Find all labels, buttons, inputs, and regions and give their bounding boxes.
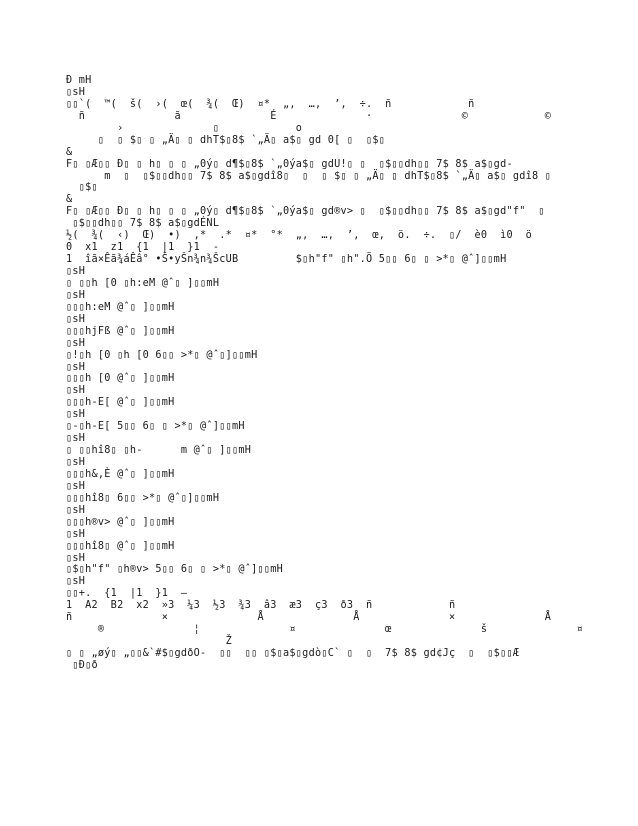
text-line: ▯sH [66, 480, 86, 492]
text-line: ▯▯`( ™( š( ›( œ( ¾( Œ) ¤* „, …, ’, ÷. ñ ñ [66, 98, 475, 110]
text-line: ▯sH [66, 313, 86, 325]
text-line: ▯sH [66, 552, 86, 564]
text-line: ½( ¾( ‹) Œ) •) ,* .* ¤* °* „, …, ’, œ, ö. ÷. ▯/ è0 ì0 ö [66, 230, 532, 242]
text-line: ▯$▯▯dh▯▯ 7$ 8$ a$▯gdÉNL [66, 218, 220, 230]
document-body [66, 75, 591, 684]
text-line: & [66, 194, 73, 206]
text-line: ñ × Å Å × Å [66, 612, 552, 624]
text-line [66, 672, 591, 684]
text-line: ▯▯▯h®v> @ˆ▯ ]▯▯mH [66, 516, 175, 528]
text-line: › ▯ o [66, 122, 303, 134]
text-line: F▯ ▯Æ▯▯ Ð▯ ▯ h▯ ▯ ▯ „0ý▯ d¶$▯8$ `„0ýa$▯ gdU!▯ ▯ ▯$▯▯dh▯▯ 7$ 8$ a$▯gd- [66, 158, 513, 170]
text-line: ▯ ▯▯h [0 ▯h:eM @ˆ▯ ]▯▯mH [66, 277, 220, 289]
text-line: ▯sH [66, 504, 86, 516]
text-line: ▯sH [66, 528, 86, 540]
text-line: ▯Ð▯ð [66, 659, 98, 671]
text-line: ▯ ▯ „øý▯ „▯▯&`#$▯gdðO- ▯▯ ▯▯ ▯$▯a$▯gdò▯C` ▯ ▯ 7$ 8$ gd¢Jç ▯ ▯$▯▯Æ [66, 648, 520, 659]
text-line: Ð mH [66, 75, 92, 86]
text-line: ▯$▯h"f" ▯h®v> 5▯▯ 6▯ ▯ >*▯ @ˆ]▯▯mH [66, 564, 284, 576]
text-line: F▯ ▯Æ▯▯ Ð▯ ▯ h▯ ▯ ▯ „0ý▯ d¶$▯8$ `„0ýa$▯ gd®v> ▯ ▯$▯▯dh▯▯ 7$ 8$ a$▯gd"f" ▯ [66, 206, 545, 218]
text-line: ▯▯▯h:eM @ˆ▯ ]▯▯mH [66, 301, 175, 313]
text-line: ▯ ▯▯hî8▯ ▯h- m @ˆ▯ ]▯▯mH [66, 445, 252, 457]
text-line: ▯sH [66, 337, 86, 349]
text-line: Ž [66, 636, 232, 648]
text-line: ▯▯▯h&,È @ˆ▯ ]▯▯mH [66, 468, 175, 480]
text-line: ▯sH [66, 266, 86, 277]
text-line: ▯sH [66, 289, 86, 301]
text-line: m ▯ ▯$▯▯dh▯▯ 7$ 8$ a$▯gdî8▯ ▯ ▯ $▯ ▯ „Ä▯ ▯ dhT$▯8$ `„Ä▯ a$▯ gdî8 ▯ [66, 170, 552, 182]
text-line: 1 îã×Êã¾áÊâ° •Š•yŠn¾n¾ŠcUB $▯h"f" ▯h".Õ 5▯▯ 6▯ ▯ >*▯ @ˆ]▯▯mH [66, 254, 507, 266]
text-line: ▯sH [66, 385, 86, 397]
text-line: ▯ ▯ $▯ ▯ „Ä▯ ▯ dhT$▯8$ `„Ä▯ a$▯ gd 0[ ▯ ▯$▯ [66, 134, 386, 146]
text-line: ▯sH [66, 409, 86, 421]
text-line: 1 A2 B2 x2 »3 ¼3 ½3 ¾3 â3 æ3 ç3 ð3 ñ ñ [66, 600, 456, 612]
text-line: ▯▯▯hî8▯ 6▯▯ >*▯ @ˆ▯]▯▯mH [66, 492, 220, 504]
text-line: ▯sH [66, 433, 86, 445]
text-line: ▯$▯ [66, 182, 98, 194]
text-line: ▯-▯h-E[ 5▯▯ 6▯ ▯ >*▯ @ˆ]▯▯mH [66, 421, 245, 433]
text-line: ñ ã É · © © [66, 110, 552, 122]
text-line: ▯sH [66, 361, 86, 373]
text-line: ▯▯▯h-E[ @ˆ▯ ]▯▯mH [66, 397, 175, 409]
text-line: & [66, 146, 73, 158]
text-line: ▯sH [66, 576, 86, 588]
text-line: ® ¦ ¤ œ š ¤ [66, 624, 584, 636]
text-line: ▯sH [66, 86, 86, 98]
text-line: ▯sH [66, 457, 86, 468]
text-line: ▯▯▯hjFß @ˆ▯ ]▯▯mH [66, 325, 175, 337]
text-line: ▯▯▯h [0 @ˆ▯ ]▯▯mH [66, 373, 175, 385]
text-line: ▯▯+. {1 |1 }1 — [66, 588, 188, 600]
text-line: ▯▯▯hî8▯ @ˆ▯ ]▯▯mH [66, 540, 175, 552]
text-line: ▯!▯h [0 ▯h [0 6▯▯ >*▯ @ˆ▯]▯▯mH [66, 349, 258, 361]
text-line: 0 x1 z1 {1 |1 }1 - [66, 242, 220, 254]
